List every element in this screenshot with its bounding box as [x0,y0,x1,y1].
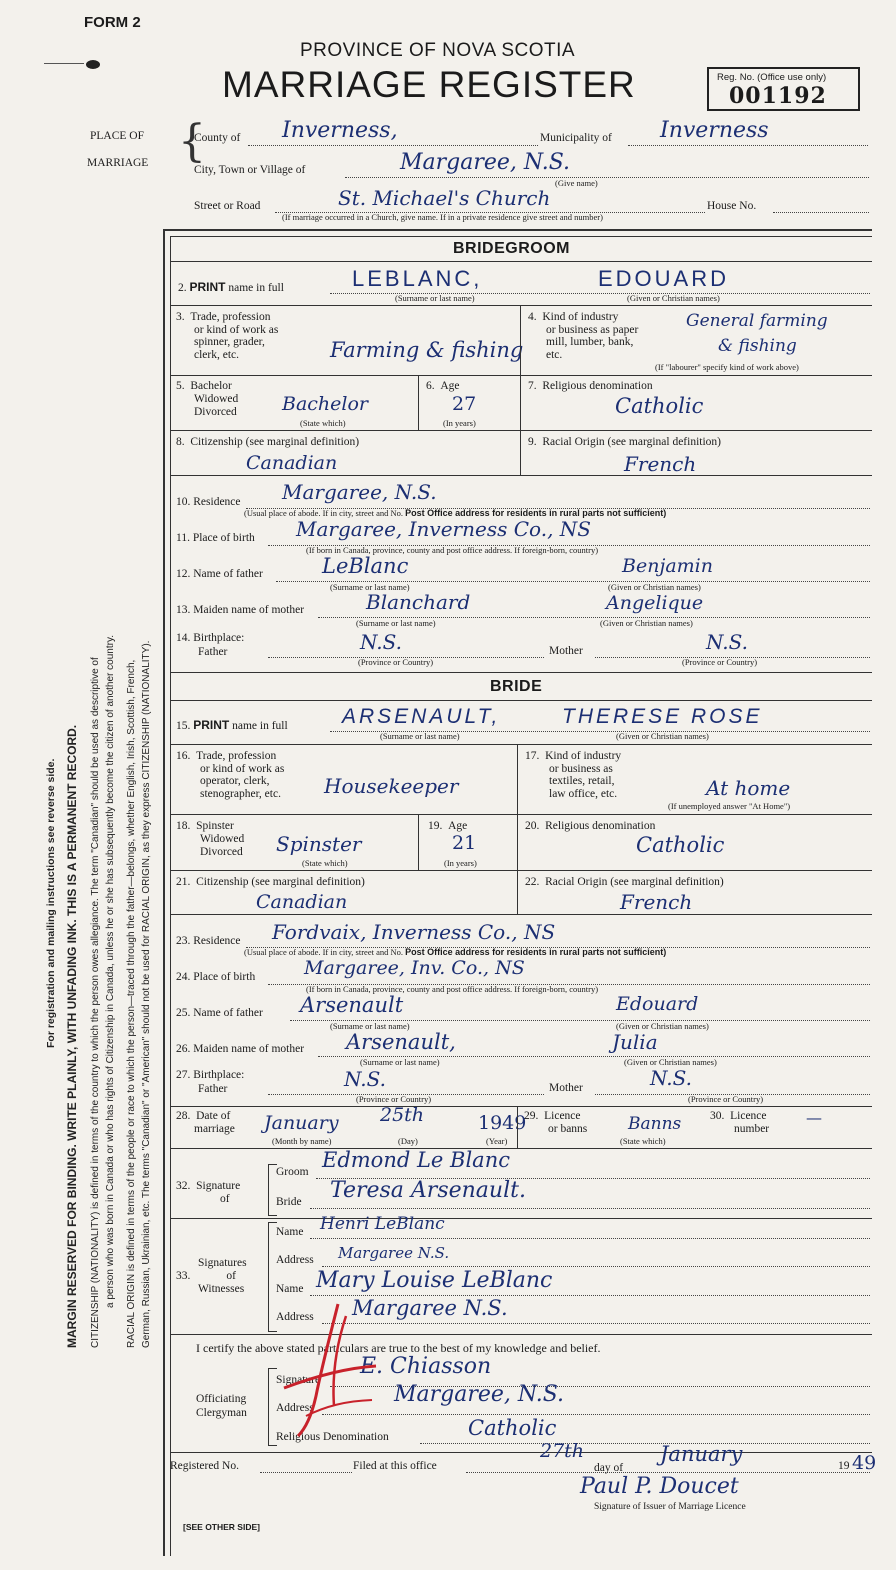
bride-religion: Catholic [636,833,725,857]
f26-label: Maiden name of mother [193,1043,305,1055]
f9-label: Racial Origin (see marginal definition) [542,436,721,448]
clergy-signature: E. Chiasson [360,1354,492,1379]
f3-label-1: Trade, profession [190,311,271,323]
f13-label: Maiden name of mother [193,604,305,616]
f17-caption: (If unemployed answer "At Home") [668,801,791,811]
f22-label: Racial Origin (see marginal definition) [545,876,724,888]
filed-label: Filed at this office [353,1460,437,1472]
f14-father-label: Father [198,646,228,658]
f24-caption: (If born in Canada, province, county and post office address. If foreign-born, country) [306,984,599,994]
f4-label-1: Kind of industry [542,311,619,323]
f24-number: 24. [176,971,191,983]
f13-surname-caption: (Surname or last name) [356,618,436,628]
reg-no-label: Reg. No. [717,72,755,83]
filed-day: 27th [540,1440,585,1462]
f26-given-caption: (Given or Christian names) [624,1057,717,1067]
f21-number: 21. [176,876,191,888]
f33-label-2: of [226,1270,236,1282]
groom-sig-label: Groom [276,1166,309,1178]
groom-surname: LEBLANC, [352,266,483,291]
groom-state-caption: (State which) [300,418,346,428]
f33-number: 33. [176,1270,191,1282]
bride-trade: Housekeeper [324,774,459,798]
bride-mother-given: Julia [612,1030,658,1054]
w2-address-label: Address [276,1311,314,1323]
f12-label: Name of father [193,568,263,580]
f14-label: Birthplace: [193,632,245,644]
w1-name-label: Name [276,1226,304,1238]
f11-caption: (If born in Canada, province, county and post office address. If foreign-born, country) [306,545,599,555]
f23-label: Residence [193,935,241,947]
f28-label-1: Date of [196,1110,231,1122]
f14-mother-label: Mother [549,645,583,657]
f29-label-1: Licence [544,1110,581,1122]
red-ink-mark [276,1296,386,1446]
margin-instructions [44,48,154,1348]
groom-industry-1: General farming [686,311,828,331]
bride-heading: BRIDE [490,678,543,695]
filed-year: 49 [852,1452,877,1474]
margin-line-4: a person who was born in Canada or who has rights of Citizenship in Canada, unless he or she has subsequently become the citizen of another country. [105,635,116,1308]
f21-label: Citizenship (see marginal definition) [196,876,365,888]
clergy-label-1: Officiating [196,1393,247,1405]
f16-label-4: stenographer, etc. [200,787,281,800]
margin-line-5: RACIAL ORIGIN is defined in terms of the people or race to which the person—traced through the father—belongs, whether English, Irish, Scottish, French, [126,659,137,1348]
f3-label-2: or kind of work as [194,323,279,336]
bride-given: THERESE ROSE [562,705,763,728]
f5-number: 5. [176,380,185,392]
f18-number: 18. [176,820,191,832]
f10-label: Residence [193,496,241,508]
reg-number-box [707,67,860,111]
f25-number: 25. [176,1007,191,1019]
licence-state-caption: (State which) [620,1136,666,1146]
bride-state-caption: (State which) [302,858,348,868]
groom-given: EDOUARD [598,266,730,291]
f3-label-3: spinner, grader, [194,336,265,348]
groom-residence: Margaree, N.S. [282,480,437,504]
f13-given-caption: (Given or Christian names) [600,618,693,628]
f27-number: 27. [176,1069,191,1081]
f5-label-3: Divorced [194,406,237,418]
groom-religion: Catholic [615,394,704,418]
licence-or-banns: Banns [628,1114,682,1134]
f3-label-4: clerk, etc. [194,348,240,361]
groom-industry-2: & fishing [718,336,797,356]
f26-number: 26. [176,1043,191,1055]
county-label: County of [194,132,241,144]
f18-label-3: Divorced [200,846,243,858]
f11-label: Place of birth [192,532,255,544]
f25-given-caption: (Given or Christian names) [616,1021,709,1031]
f18-label-1: Spinster [196,820,234,832]
f10-caption-bold: Post Office address for residents in rural parts not sufficient) [405,508,667,518]
give-name-caption: (Give name) [555,178,598,188]
day-of-label: day of [594,1462,624,1474]
f20-number: 20. [525,820,540,832]
f16-label-3: operator, clerk, [200,775,270,787]
f27-mother-label: Mother [549,1082,583,1094]
f32-label-1: Signature [196,1180,241,1192]
municipality-label: Municipality of [540,132,612,144]
groom-mother-birthplace: N.S. [706,630,748,654]
f17-label-1: Kind of industry [545,750,622,762]
f17-label-4: law office, etc. [549,787,618,800]
f19-label: Age [448,820,468,832]
bride-given-caption: (Given or Christian names) [616,731,709,741]
f4-number: 4. [528,311,537,323]
f33-label-1: Signatures [198,1257,247,1269]
witness-1-address: Margaree N.S. [338,1244,450,1262]
f27-father-caption: (Province or Country) [356,1094,432,1104]
form-label: FORM 2 [84,14,141,31]
bride-surname: ARSENAULT, [342,705,501,728]
f27-mother-caption: (Province or Country) [688,1094,764,1104]
f8-label: Citizenship (see marginal definition) [190,436,360,448]
f17-label-3: textiles, retail, [549,775,615,787]
f12-surname-caption: (Surname or last name) [330,582,410,592]
groom-trade: Farming & fishing [330,338,524,362]
f6-label: Age [440,380,460,392]
place-label-2: MARRIAGE [87,157,149,169]
groom-age-caption: (In years) [443,418,476,428]
bridegroom-heading: BRIDEGROOM [453,240,570,257]
street-label: Street or Road [194,200,261,212]
marriage-day: 25th [380,1104,425,1126]
groom-father-birthplace: N.S. [360,630,402,654]
province-heading: PROVINCE OF NOVA SCOTIA [300,40,576,61]
w1-address-label: Address [276,1254,314,1266]
bride-origin: French [620,890,693,914]
f17-label-2: or business as [549,762,613,775]
clergy-denomination: Catholic [468,1416,557,1440]
f15-number: 15. [176,720,191,732]
f29-number: 29. [524,1110,539,1122]
f23-caption: (Usual place of abode. If in city, street and No. [244,947,404,957]
f30-number: 30. [710,1110,725,1122]
groom-mother-surname: Blanchard [366,590,471,614]
f25-label: Name of father [193,1007,263,1019]
witness-2-name: Mary Louise LeBlanc [316,1268,553,1293]
f32-number: 32. [176,1180,191,1192]
groom-status: Bachelor [282,393,369,415]
witness-1-name: Henri LeBlanc [320,1214,445,1234]
f2-print: PRINT [189,280,226,294]
f3-number: 3. [176,311,185,323]
bride-age-caption: (In years) [444,858,477,868]
f8-number: 8. [176,436,185,448]
bride-industry: At home [706,776,791,800]
f2-number: 2. [178,282,187,294]
margin-line-3: CITIZENSHIP (NATIONALITY) is defined in terms of the country to which the person owes allegiance. The term "Canadian" should be used as descriptive of [90,657,101,1348]
f20-label: Religious denomination [545,820,656,832]
bride-status: Spinster [276,832,362,856]
bride-mother-surname: Arsenault, [346,1030,456,1054]
bride-surname-caption: (Surname or last name) [380,731,460,741]
f16-number: 16. [176,750,191,762]
groom-father-given: Benjamin [622,555,713,577]
f16-label-2: or kind of work as [200,762,285,775]
f7-number: 7. [528,380,537,392]
f4-label-2: or business as paper [546,323,639,336]
f26-surname-caption: (Surname or last name) [360,1057,440,1067]
f30-label-1: Licence [730,1110,767,1122]
f27-father-label: Father [198,1083,228,1095]
f5-label-1: Bachelor [190,380,232,392]
f24-label: Place of birth [193,971,256,983]
f19-number: 19. [428,820,443,832]
f17-number: 17. [525,750,540,762]
place-label-1: PLACE OF [90,130,144,142]
groom-citizenship: Canadian [246,452,338,474]
f5-label-2: Widowed [194,393,239,405]
filed-month: January [660,1442,743,1466]
f28-label-2: marriage [194,1123,235,1135]
f16-label-1: Trade, profession [196,750,277,762]
f12-number: 12. [176,568,191,580]
bride-residence: Fordvaix, Inverness Co., NS [272,920,556,944]
f23-caption-bold: Post Office address for residents in rural parts not sufficient) [405,947,667,957]
f10-caption: (Usual place of abode. If in city, street and No. [244,508,404,518]
clergy-addr-label: Address [276,1402,314,1414]
bride-birthplace: Margaree, Inv. Co., NS [304,957,525,979]
f15-print: PRINT [193,718,230,732]
month-caption: (Month by name) [272,1136,332,1146]
f18-label-2: Widowed [200,833,245,845]
margin-line-6: German, Russian, Ukrainian, etc. The terms "Canadian" or "American" should not be used for RACIAL ORIGIN, as they express CITIZENSHIP (NATIONALITY). [141,640,152,1348]
f15-label: name in full [232,720,288,732]
issuer-signature: Paul P. Doucet [580,1474,739,1499]
marriage-month: January [264,1112,339,1134]
f22-number: 22. [525,876,540,888]
certify-statement: I certify the above stated particulars are true to the best of my knowledge and belief. [196,1341,601,1355]
year-caption: (Year) [486,1136,508,1146]
f4-label-3: mill, lumber, bank, [546,336,634,348]
f29-label-2: or banns [548,1123,588,1135]
groom-given-caption: (Given or Christian names) [627,293,720,303]
f12-given-caption: (Given or Christian names) [608,582,701,592]
f28-number: 28. [176,1110,191,1122]
f4-label-4: etc. [546,348,563,361]
clergy-address: Margaree, N.S. [394,1382,565,1407]
f11-number: 11. [176,532,190,544]
w2-name-label: Name [276,1283,304,1295]
marriage-year: 1949 [478,1112,527,1134]
f27-label: Birthplace: [193,1069,245,1081]
f13-number: 13. [176,604,191,616]
day-caption: (Day) [398,1136,418,1146]
groom-surname-caption: (Surname or last name) [395,293,475,303]
reg-number: 001192 [729,83,827,109]
margin-line-2: MARGIN RESERVED FOR BINDING. WRITE PLAINLY, WITH UNFADING INK. THIS IS A PERMANENT RECORD. [65,724,79,1348]
f33-label-3: Witnesses [198,1283,245,1295]
street-caption: (If marriage occurred in a Church, give name. If in a private residence give street and number) [282,212,603,222]
groom-birthplace: Margaree, Inverness Co., NS [296,517,591,541]
f4-caption: (If "labourer" specify kind of work above) [655,362,799,372]
bride-sig-label: Bride [276,1196,302,1208]
registered-no-label: Registered No. [170,1460,239,1472]
f32-label-2: of [220,1193,230,1205]
f7-label: Religious denomination [542,380,653,392]
place-brace: { [178,116,206,167]
see-other-side: [SEE OTHER SIDE] [183,1522,260,1532]
groom-signature: Edmond Le Blanc [322,1148,510,1172]
f10-number: 10. [176,496,191,508]
bride-father-surname: Arsenault [300,993,404,1017]
issuer-caption: Signature of Issuer of Marriage Licence [594,1502,746,1512]
f6-number: 6. [426,380,435,392]
f23-number: 23. [176,935,191,947]
groom-origin: French [624,452,697,476]
city-label: City, Town or Village of [194,164,306,176]
filed-year-prefix: 19 [838,1460,850,1472]
f9-number: 9. [528,436,537,448]
groom-father-surname: LeBlanc [322,554,409,578]
street-value: St. Michael's Church [338,186,551,210]
bride-father-given: Edouard [616,993,699,1015]
licence-number: — [806,1108,822,1127]
f14-mother-caption: (Province or Country) [682,657,758,667]
bride-father-birthplace: N.S. [344,1067,386,1091]
f30-label-2: number [734,1123,770,1135]
f14-number: 14. [176,632,191,644]
page-title: MARRIAGE REGISTER [222,64,636,105]
bride-citizenship: Canadian [256,891,348,913]
bride-signature: Teresa Arsenault. [330,1178,526,1203]
bride-mother-birthplace: N.S. [650,1066,692,1090]
clergy-denom-label: Religious Denomination [276,1431,389,1443]
city-value: Margaree, N.S. [400,150,571,175]
clergy-label-2: Clergyman [196,1407,247,1419]
f14-father-caption: (Province or Country) [358,657,434,667]
groom-age: 27 [452,393,477,415]
margin-line-1: For registration and mailing instructions see reverse side. [45,758,57,1048]
f2-label: name in full [228,282,284,294]
groom-mother-given: Angelique [606,592,704,614]
municipality-value: Inverness [660,118,769,143]
house-no-label: House No. [707,200,757,212]
bride-age: 21 [452,832,477,854]
county-value: Inverness, [282,118,398,143]
f25-surname-caption: (Surname or last name) [330,1021,410,1031]
clergy-sig-label: Signature [276,1374,321,1386]
office-use-label: (Office use only) [757,72,827,83]
witness-2-address: Margaree N.S. [352,1296,508,1320]
